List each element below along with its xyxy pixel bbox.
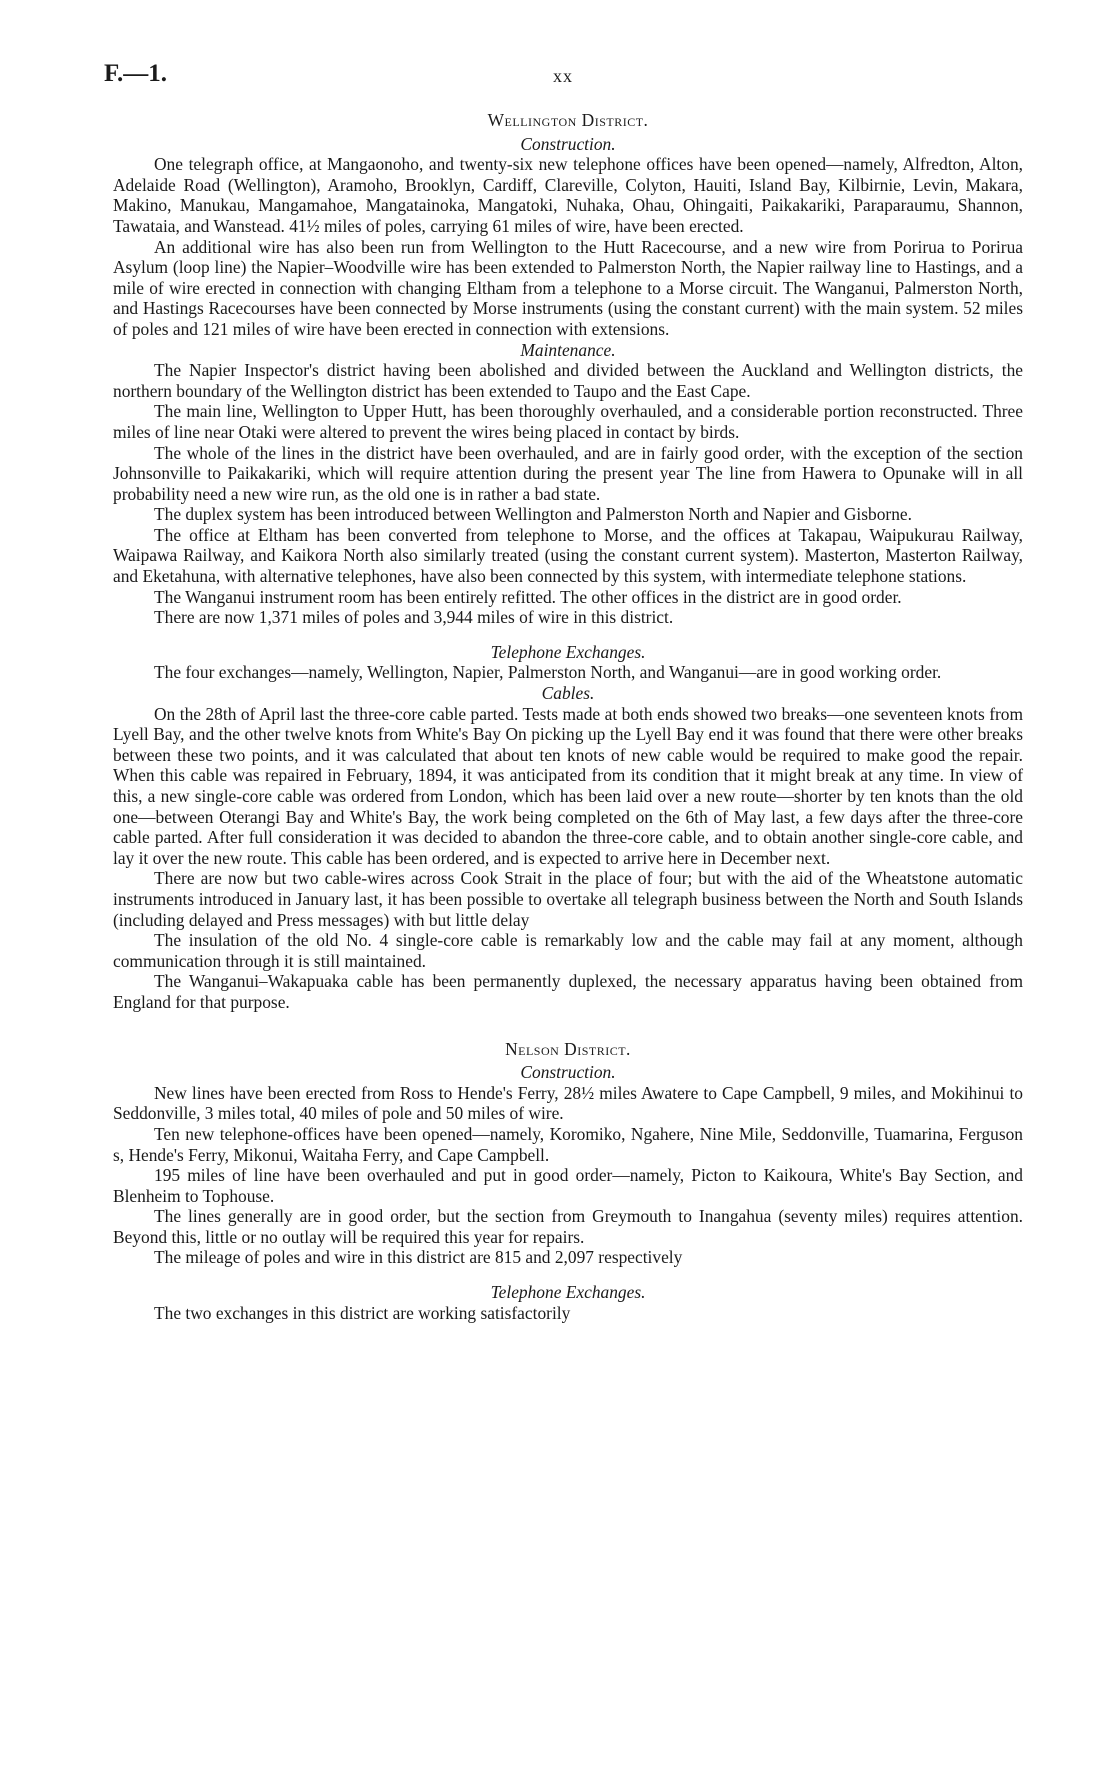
paragraph: The duplex system has been introduced between Wellington and Palmerston North and Napier and Gisborne. [154,504,912,525]
paragraph: The Wanganui–Wakapuaka cable has been permanently duplexed, the necessary apparatus having been obtained from England for that purpose. [113,971,1023,1012]
subheading-construction: Construction. [520,1062,616,1083]
paragraph: The four exchanges—namely, Wellington, Napier, Palmerston North, and Wanganui—are in good working order. [154,662,942,683]
paragraph: An additional wire has also been run from Wellington to the Hutt Racecourse, and a new wire from Porirua to Porirua Asylum (loop line) the Napier–Woodville wire has been extended to Palmerston North, the Napier railway line to Hastings, and a mile of wire erected in connection with changing Eltham from a telephone to a Morse circuit. The Wanganui, Palmerston North, and Hastings Racecourses have been connected by Morse instruments (using the constant current) with the main system. 52 miles of poles and 121 miles of wire have been erected in connection with extensions. [113,236,1023,339]
paragraph: Ten new telephone-offices have been opened—namely, Koromiko, Ngahere, Nine Mile, Seddonville, Tuamarina, Ferguson s, Hende's Ferry, Mikonui, Waitaha Ferry, and Cape Campbell. [113,1123,1023,1165]
paragraph: The Napier Inspector's district having been abolished and divided between the Auckland and Wellington districts, the northern boundary of the Wellington district has been extended to Taupo and the East Cape. [113,360,1023,401]
subheading-telephone-exchanges: Telephone Exchanges. [490,641,646,662]
paragraph: The main line, Wellington to Upper Hutt, has been thoroughly overhauled, and a considerable portion reconstructed. Three miles of line near Otaki were altered to prevent the wires being placed in contact by birds. [113,401,1023,442]
paragraph: The office at Eltham has been converted from telephone to Morse, and the offices at Takapau, Waipukurau Railway, Waipawa Railway, and Kaikora North also similarly treated (using the constant current system). Masterton, Masterton Railway, and Eketahuna, with alternative telephones, have also been connected by this system, with intermediate telephone stations. [113,524,1023,587]
paragraph: On the 28th of April last the three-core cable parted. Tests made at both ends showed two breaks—one seventeen knots from Lyell Bay, and the other twelve knots from White's Bay On picking up the Lyell Bay end it was found that there were other breaks between these two points, and it was calculated that about ten knots of new cable would be required to make good the repair. When this cable was repaired in February, 1894, it was anticipated from its condition that it might break at any time. In view of this, a new single-core cable was ordered from London, which has been laid over a new route—shorter by ten knots than the old one—between Oterangi Bay and White's Bay, the work being completed on the 6th of May last, a few days after the three-core cable parted. After full consideration it was decided to abandon the three-core cable, and to obtain another single-core cable, and lay it over the new route. This cable has been ordered, and is expected to arrive here in December next. [113,703,1023,868]
paragraph: There are now but two cable-wires across Cook Strait in the place of four; but with the aid of the Wheatstone automatic instruments introduced in January last, it has been possible to overtake all telegraph business between the North and South Islands (including delayed and Press messages) with but little delay [113,868,1023,930]
paragraph: 195 miles of line have been overhauled and put in good order—namely, Picton to Kaikoura, White's Bay Section, and Blenheim to Tophouse. [113,1165,1023,1206]
paragraph: The two exchanges in this district are working satisfactorily [154,1302,571,1323]
page-number: xx [553,66,573,86]
paragraph: The mileage of poles and wire in this district are 815 and 2,097 respectively [154,1247,683,1268]
paragraph: New lines have been erected from Ross to Hende's Ferry, 28½ miles Awatere to Cape Campbell, 9 miles, and Mokihinui to Seddonville, 3 miles total, 40 miles of pole and 50 miles of wire. [113,1082,1023,1124]
subheading-maintenance: Maintenance. [520,339,616,360]
report-body [113,110,1023,1323]
subheading-construction: Construction. [520,133,616,154]
subheading-cables: Cables. [541,683,595,704]
section-title-wellington: Wellington District. [487,110,649,130]
paragraph: There are now 1,371 miles of poles and 3,944 miles of wire in this district. [154,607,674,628]
paragraph: The lines generally are in good order, but the section from Greymouth to Inangahua (seventy miles) requires attention. Beyond this, little or no outlay will be required this year for repairs. [113,1206,1023,1247]
page-identifier: F.—1. [104,60,167,87]
paragraph: The Wanganui instrument room has been entirely refitted. The other offices in the district are in good order. [154,586,902,607]
section-title-nelson: Nelson District. [505,1038,631,1059]
paragraph: The insulation of the old No. 4 single-core cable is remarkably low and the cable may fail at any moment, although communication through it is still maintained. [113,930,1023,971]
paragraph: One telegraph office, at Mangaonoho, and twenty-six new telephone offices have been opened—namely, Alfredton, Alton, Adelaide Road (Wellington), Aramoho, Brooklyn, Cardiff, Clareville, Colyton, Hauiti, Island Bay, Kilbirnie, Levin, Makara, Makino, Manukau, Mangamahoe, Mangatainoka, Mangatoki, Nuhaka, Ohau, Ohingaiti, Paikakariki, Paraparaumu, Shannon, Tawataia, and Wanstead. 41½ miles of poles, carrying 61 miles of wire, have been erected. [113,154,1023,236]
subheading-telephone-exchanges: Telephone Exchanges. [490,1282,646,1303]
paragraph: The whole of the lines in the district have been overhauled, and are in fairly good order, with the exception of the section Johnsonville to Paikakariki, which will require attention during the present year The line from Hawera to Opunake will in all probability need a new wire run, as the old one is in rather a bad state. [113,442,1023,504]
